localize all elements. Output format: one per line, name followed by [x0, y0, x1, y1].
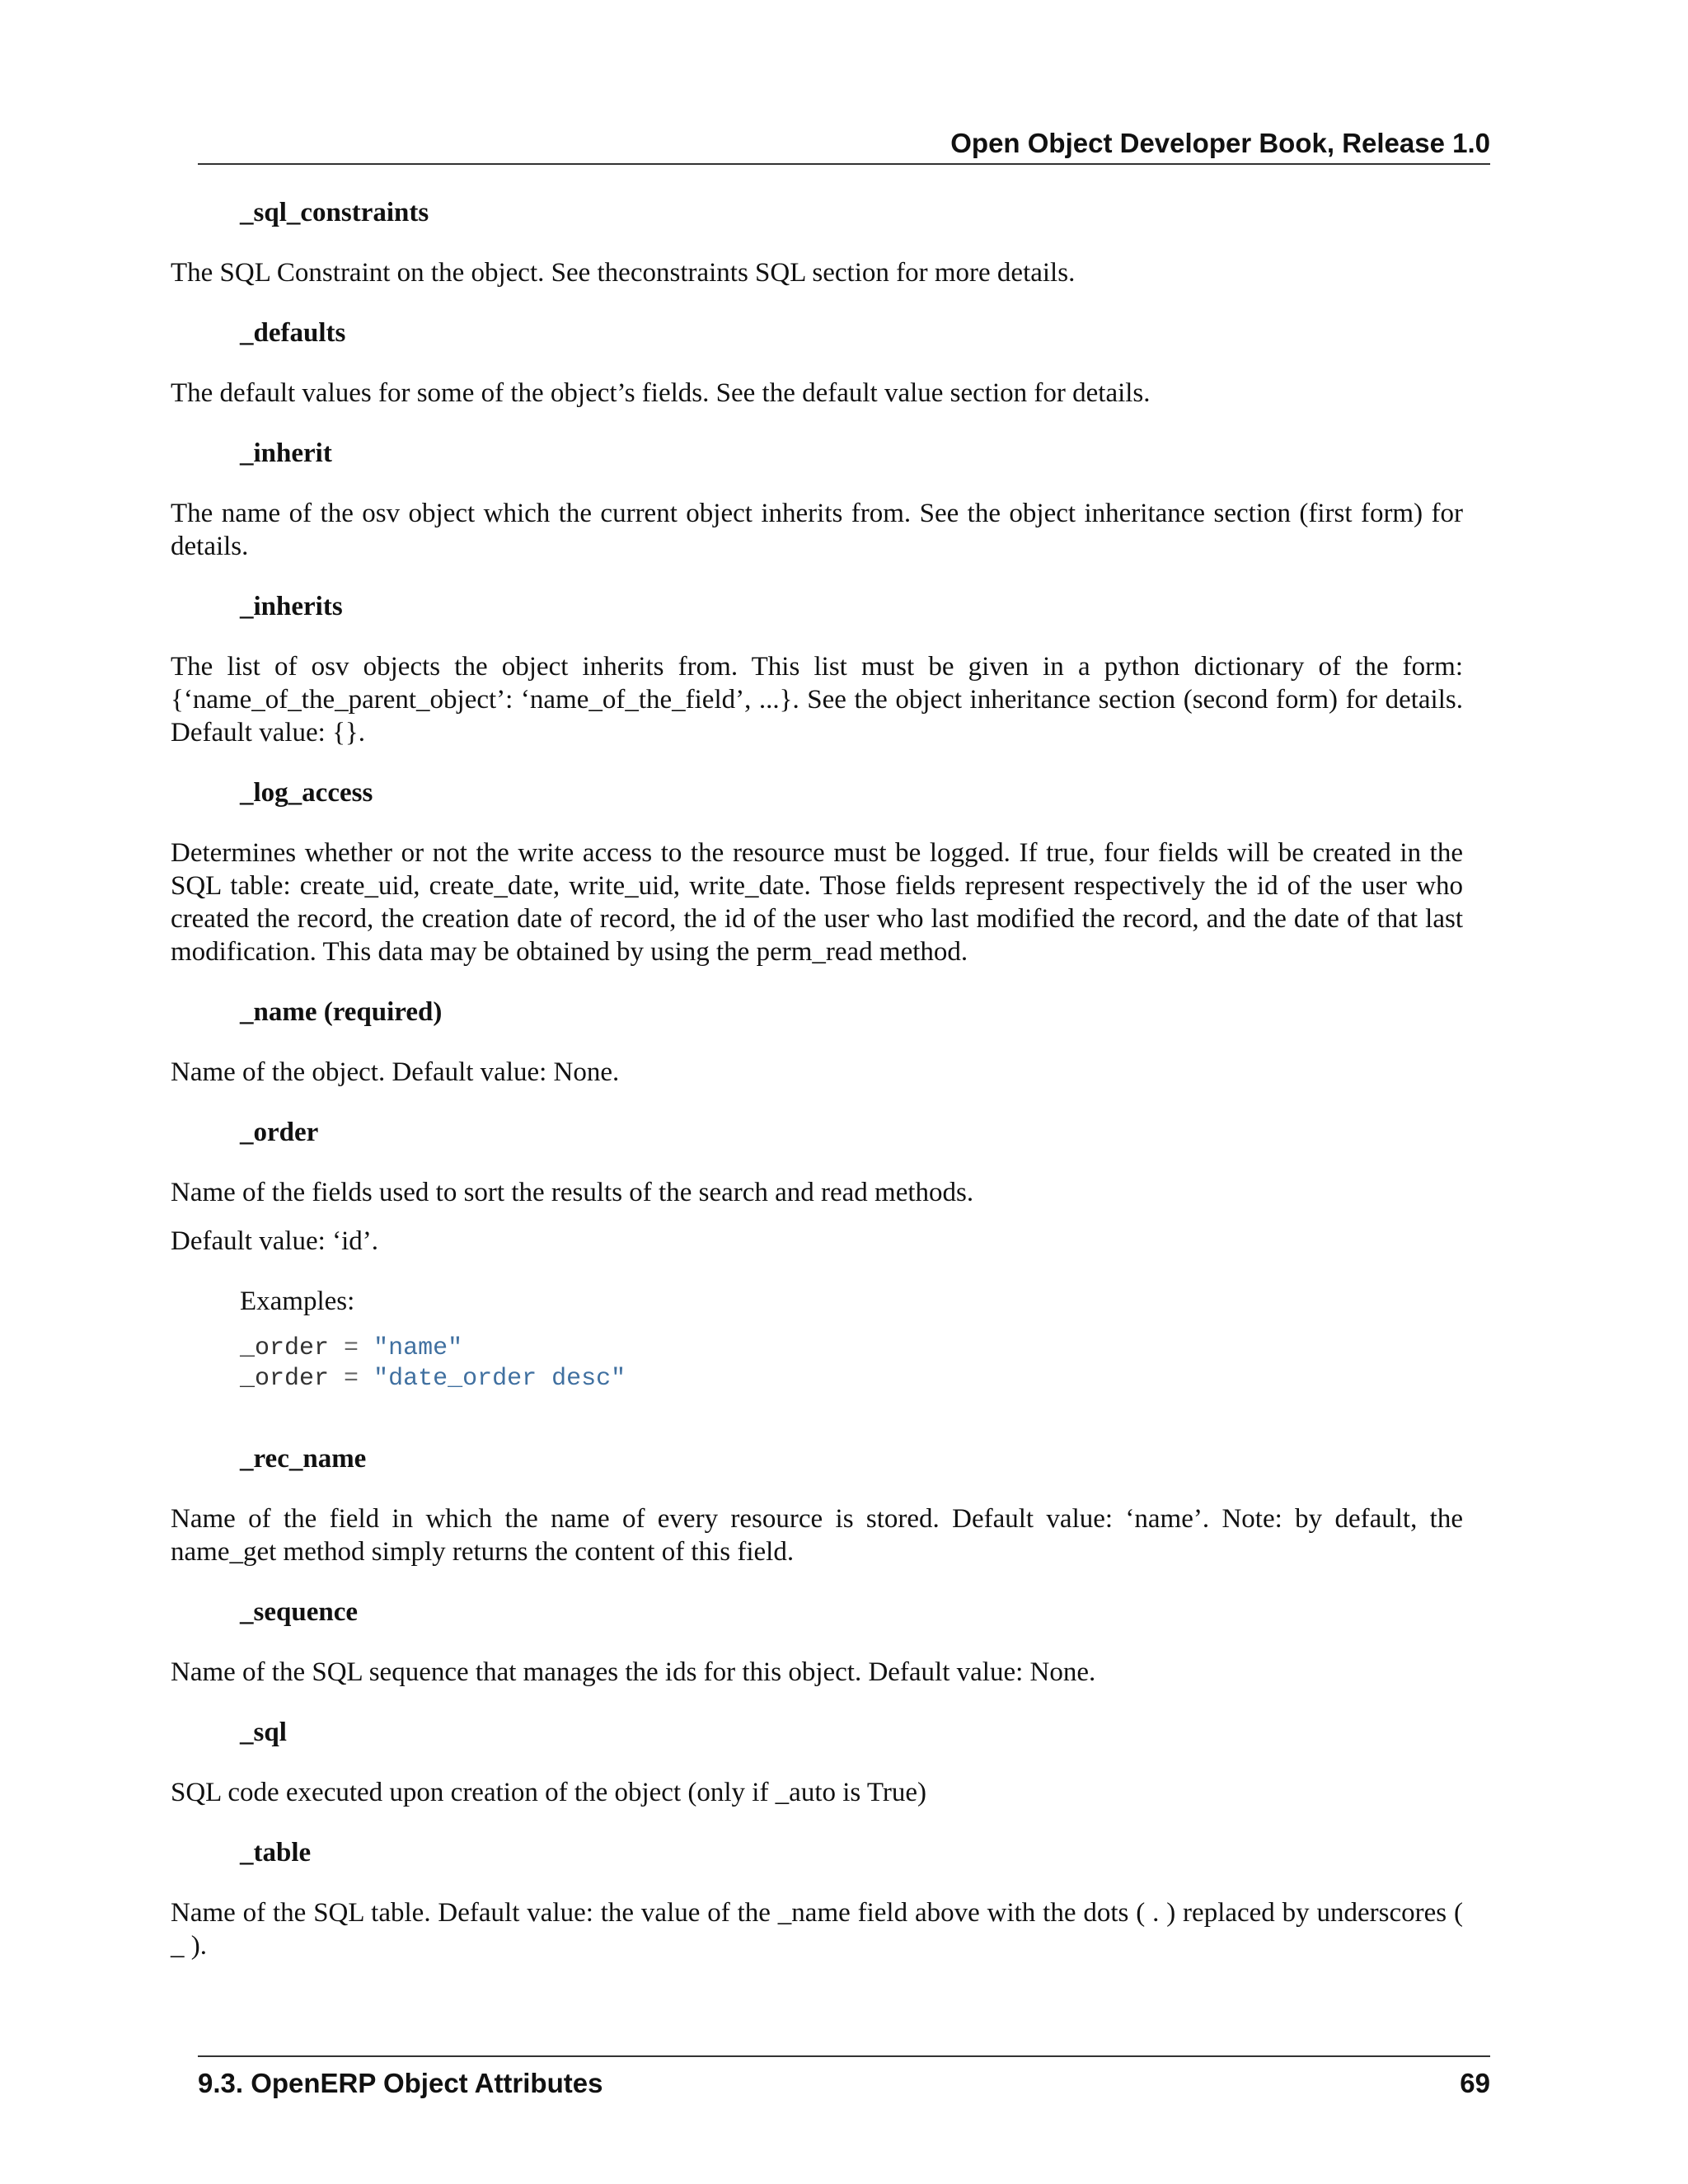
- running-header: [198, 124, 1490, 165]
- term-inherits: _inherits: [240, 592, 343, 621]
- term-rec-name: _rec_name: [240, 1444, 367, 1474]
- footer-section-title: 9.3. OpenERP Object Attributes: [198, 2068, 603, 2098]
- term-defaults: _defaults: [240, 318, 346, 348]
- desc-name-required: Name of the object. Default value: None.: [171, 1057, 620, 1087]
- code-block: [240, 1333, 1463, 1394]
- desc-rec-name: Name of the field in which the name of every resource is stored. Default value: ‘name’. Note: by default, the name_get method simply returns the content of this field.: [171, 1504, 1463, 1567]
- desc-table: Name of the SQL table. Default value: the value of the _name field above with the dots ( . ) replaced by underscores ( _ ).: [171, 1898, 1463, 1961]
- term-name-required: _name (required): [240, 997, 443, 1027]
- desc-sql: SQL code executed upon creation of the object (only if _auto is True): [171, 1778, 927, 1807]
- term-sequence: _sequence: [240, 1597, 358, 1627]
- desc-sql-constraints: The SQL Constraint on the object. See theconstraints SQL section for more details.: [171, 258, 1076, 288]
- code-line: _order = "date_order desc": [240, 1365, 626, 1393]
- term-sql: _sql: [240, 1718, 287, 1747]
- desc-log-access: Determines whether or not the write access to the resource must be logged. If true, four fields will be created in the SQL table: create_uid, create_date, write_uid, write_date. Those fields represent respectively the id of the user who created the record, the creation date of record, the id of the user who last modified the record, and the date of that last modification. This data may be obtained by using the perm_read method.: [171, 838, 1463, 967]
- term-sql-constraints: _sql_constraints: [240, 198, 429, 227]
- book-title: Open Object Developer Book, Release 1.0: [950, 128, 1490, 158]
- examples-label: Examples:: [240, 1286, 355, 1316]
- term-log-access: _log_access: [240, 778, 373, 808]
- term-inherit: _inherit: [240, 438, 332, 468]
- attribute-list: [171, 196, 1463, 1962]
- desc-inherits: The list of osv objects the object inherits from. This list must be given in a python dictionary of the form: {‘name_of_the_parent_object’: ‘name_of_the_field’, ...}. See the object inheritance section (second form) for details. Default value: {}.: [171, 652, 1463, 748]
- desc-order: Name of the fields used to sort the results of the search and read methods.: [171, 1178, 974, 1207]
- desc-sequence: Name of the SQL sequence that manages the ids for this object. Default value: None.: [171, 1657, 1096, 1687]
- code-line: _order = "name": [240, 1334, 463, 1362]
- running-footer: [198, 2055, 1490, 2103]
- term-order: _order: [240, 1118, 319, 1147]
- page-number: 69: [1460, 2068, 1490, 2098]
- desc-order-default: Default value: ‘id’.: [171, 1226, 378, 1256]
- desc-inherit: The name of the osv object which the current object inherits from. See the object inheritance section (first form) for details.: [171, 499, 1463, 561]
- term-table: _table: [240, 1838, 312, 1868]
- desc-defaults: The default values for some of the object’s fields. See the default value section for details.: [171, 378, 1151, 408]
